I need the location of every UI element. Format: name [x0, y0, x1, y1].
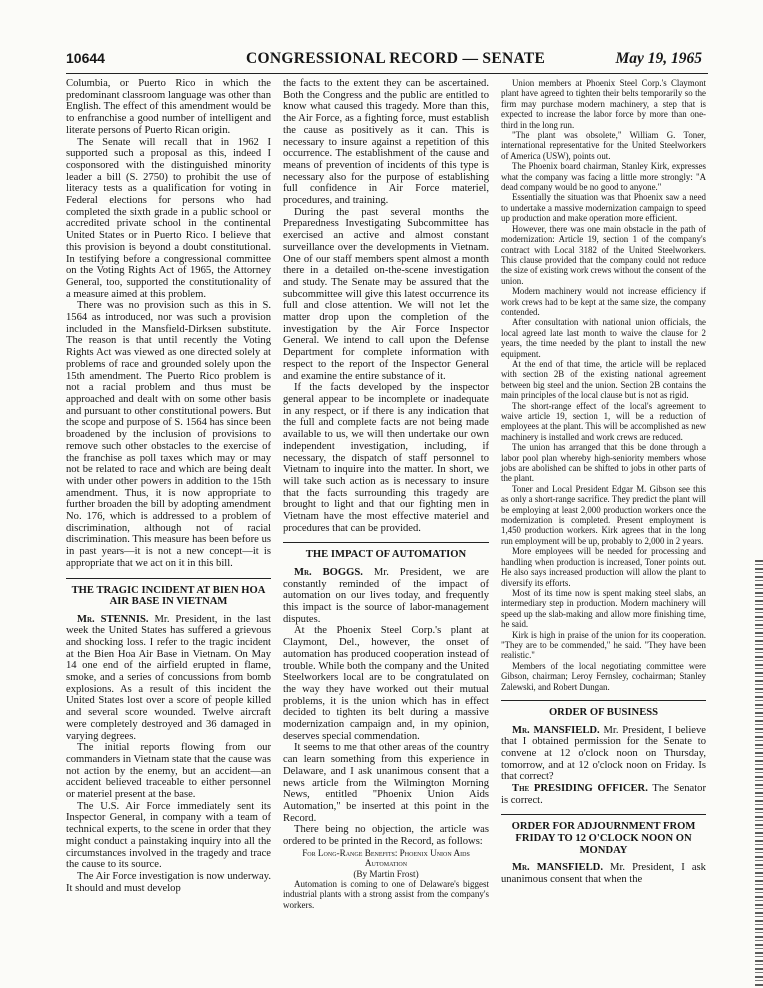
paragraph: Modern machinery would not increase efficiency if work crews had to be kept at the same size, the company contended. [501, 286, 706, 317]
column-1 [66, 78, 271, 894]
paragraph: If the facts developed by the inspector general appear to be incomplete or inadequate in any respect, or if there is any indication that the full and complete facts are not being made available to us, we will then undertake our own independent investigation, including, if necessary, the dispatch of staff personnel to Vietnam to inquire into the matter. In short, we will take such action as is necessary to insure that the facts surrounding this tragedy are brought to light and that our fighting men in Vietnam have the most effective materiel and procedures that can be provided. [283, 382, 489, 534]
paragraph: At the Phoenix Steel Corp.'s plant at Claymont, Del., however, the onset of automation has produced cooperation instead of trouble. While both the company and the United Steelworkers local are to be congratulated on the way they have worked out their mutual problems, it is the union which has in effect decided to tighten its belt during a massive modernization campaign and, in my opinion, deserves special commendation. [283, 625, 489, 742]
paragraph: Toner and Local President Edgar M. Gibson see this as only a short-range sacrifice. They predict the plant will be employing at least 2,000 production workers once the modernization is completed. Present employment is 1,450 production workers. Kirk agrees that in the long run employment will be up, probably to 2,000 in 2 years. [501, 483, 706, 546]
paragraph: The initial reports flowing from our commanders in Vietnam state that the cause was not action by the enemy, but an accident—an accident believed traceable to either personnel or materiel present at the base. [66, 742, 271, 801]
page-number: 10644 [66, 50, 105, 66]
paragraph: The Senate will recall that in 1962 I supported such a proposal as this, indeed I cosponsored with the distinguished minority leader a bill (S. 2750) to prohibit the use of literacy tests as a qualification for voting in Federal elections for persons who had completed the sixth grade in a public school or accredited private school in the continental United States or in Puerto Rico. I believe that this provision is beyond a doubt constitutional. In testifying before a congressional committee on the Voting Rights Act of 1965, the Attorney General, too, supported the constitutionality of a measure aimed at this problem. [66, 136, 271, 300]
paragraph: The Phoenix board chairman, Stanley Kirk, expresses what the company was facing a little more strongly: "A dead company would be no good to anyone." [501, 161, 706, 193]
column-3 [501, 78, 706, 886]
paragraph: Essentially the situation was that Phoenix saw a need to undertake a massive modernization campaign to speed up production and make operation more efficient. [501, 192, 706, 224]
article-byline: (By Martin Frost) [353, 868, 419, 879]
section-heading: THE IMPACT OF AUTOMATION [305, 549, 467, 561]
paragraph [66, 614, 271, 743]
speaker-name: Mr. BOGGS. [294, 566, 363, 578]
section-heading: ORDER FOR ADJOURNMENT FROM FRIDAY TO 12 O'CLOCK NOON ON MONDAY [511, 821, 696, 856]
paragraph: It seems to me that other areas of the country can learn something from this experience in Delaware, and I ask unanimous consent that a news article from the Wilmington Morning News, entitled "Phoenix Union Aids Automation," be inserted at this point in the Record. [283, 742, 489, 824]
paragraph [501, 783, 706, 806]
paragraph: the facts to the extent they can be ascertained. Both the Congress and the public are entitled to know what caused this tragedy. More than this, the Air Force, as a fighting force, must establish the cause as positively as it can. This is necessary to insure against a repetition of this occurrence. The establishment of the cause and means of prevention of incidents of this type is necessary also for the purpose of establishing full confidence in Air Force materiel, procedures, and training. [283, 78, 489, 207]
paragraph-text: The Senator is correct. [501, 783, 706, 806]
section-heading: ORDER OF BUSINESS [548, 706, 659, 718]
paragraph [501, 862, 706, 885]
paragraph [501, 725, 706, 784]
speaker-name: The PRESIDING OFFICER. [512, 783, 648, 795]
paragraph: Columbia, or Puerto Rico in which the predominant classroom language was other than English. The effect of this amendment would be to enfranchise a good number of intelligent and literate persons of Puerto Rican origin. [66, 78, 271, 136]
paragraph: More employees will be needed for processing and handling when production is increased, Toner points out. He also says increased production will allow the plant to diversify its efforts. [501, 546, 706, 588]
paragraph: Union members at Phoenix Steel Corp.'s Claymont plant have agreed to tighten their belts temporarily so the firm may purchase modern machinery, a step that is expected to increase the labor force by more than one-third in the long run. [501, 78, 706, 130]
paragraph: At the end of that time, the article will be replaced with section 2B of the existing national agreement between big steel and the union. Section 2B contains the main principles of the local clause but is not as rigid. [501, 358, 706, 401]
article-subtitle: For Long-Range Benefits: Phoenix Union Aids Automation [302, 847, 470, 869]
section-rule [501, 700, 706, 701]
speaker-name: Mr. MANSFIELD. [512, 724, 600, 736]
header-rule [66, 73, 708, 74]
column-2 [283, 78, 489, 910]
paragraph: During the past several months the Preparedness Investigating Subcommittee has exercised an active and almost constant surveillance over the developments in Vietnam. One of our staff members spent almost a month there in a detailed on-the-scene investigation and study. The Senate may be assured that the subcommittee will give this latest occurrence its full and close attention. We will not let the matter drop upon the completion of the investigation by the Air Force Inspector General. We intend to call upon the Defense Department for complete information with respect to the report of the Inspector General and examine the entire substance of it. [283, 206, 489, 382]
section-rule [283, 542, 489, 543]
paragraph: After consultation with national union officials, the local agreed late last month to waive the clause for 2 years, the time needed by the plant to install the new equipment. [501, 317, 706, 359]
paragraph: There being no objection, the article was ordered to be printed in the Record, as follows: [283, 824, 489, 848]
paragraph: However, there was one main obstacle in the path of modernization: Article 19, section 1 of the company's contract with Local 3182 of the United Steelworkers. This clause provided that the company could not reduce the size of existing work crews without the consent of the union. [501, 223, 706, 286]
paragraph-text: Mr. President, we are constantly reminded of the impact of automation on our lives today, and frequently this impact is the source of labor-management disputes. [283, 566, 489, 625]
record-title: CONGRESSIONAL RECORD — SENATE [246, 50, 546, 67]
paragraph: The U.S. Air Force immediately sent its Inspector General, in company with a team of technical experts, to the scene in order that they might conduct a painstaking inquiry into all the circumstances involved in the tragedy and trace the cause to its source. [66, 800, 271, 871]
binding-edge [755, 560, 763, 988]
paragraph: The Air Force investigation is now underway. It should and must develop [66, 871, 271, 894]
page-header [66, 50, 702, 70]
paragraph: Most of its time now is spent making steel slabs, an intermediary step in production. Modern machinery will speed up the slab-making and allow more finishing time, he said. [501, 587, 706, 630]
section-rule [501, 814, 706, 815]
paragraph: Members of the local negotiating committee were Gibson, chairman; Leroy Fernsley, cochairman; Stanley Zalewski, and Robert Dungan. [501, 660, 706, 692]
paragraph-text: Mr. President, I ask unanimous consent that when the [501, 862, 706, 885]
paragraph: Automation is coming to one of Delaware's biggest industrial plants with a strong assist from the company's workers. [283, 879, 489, 910]
speaker-name: Mr. STENNIS. [77, 613, 149, 625]
record-date: May 19, 1965 [615, 50, 702, 67]
paragraph-text: Mr. President, I believe that I obtained permission for the Senate to convene at 12 o'clock noon on Thursday, tomorrow, and at 12 o'clock noon on Friday. Is that correct? [501, 724, 706, 783]
paragraph-text: Mr. President, in the last week the United States has suffered a grievous and shocking loss. I refer to the tragic incident at the Bien Hoa Air Base in Vietnam. On May 14 one end of the airfield erupted in flame, smoke, and a series of concussions from bomb explosions. As a result of this incident the United States lost over a score of people killed and several score wounded. Twelve aircraft were completely destroyed and 36 damaged in varying degrees. [66, 613, 271, 742]
paragraph: There was no provision such as this in S. 1564 as introduced, nor was such a provision included in the Mansfield-Dirksen substitute. The reason is that until recently the Voting Rights Act was viewed as one directed solely at problems of race and grounded solely upon the 15th amendment. The Puerto Rico problem is not a racial problem and thus must be approached and dealt with on some other basis and pursuant to other constitutional powers. But the scope and purpose of S. 1564 has since been broadened by the inclusion of provisions to remove such other obstacles to the exercise of the franchise as poll taxes which may or may not be related to race and which are being dealt with under other powers in addition to the 15th amendment. Thus, it is now appropriate to further broaden the bill by adopting amendment No. 176, which is addressed to a problem of discrimination, although not of racial discrimination. This measure has been before us in past years—it is not a new concept—it is appropriate that we act on it in this bill. [66, 300, 271, 569]
paragraph: Kirk is high in praise of the union for its cooperation. "They are to be commended," he said. "They have been realistic." [501, 629, 706, 661]
paragraph [283, 567, 489, 626]
section-rule [66, 578, 271, 579]
section-heading: THE TRAGIC INCIDENT AT BIEN HOA AIR BASE IN VIETNAM [71, 584, 266, 608]
speaker-name: Mr. MANSFIELD. [512, 862, 603, 874]
paragraph: "The plant was obsolete," William G. Toner, international representative for the United Steelworkers of America (USW), points out. [501, 130, 706, 161]
paragraph: The short-range effect of the local's agreement to waive article 19, section 1, will be a reduction of employees at the plant. This will be accomplished as new machinery is installed and work crews are reduced. [501, 400, 706, 442]
paragraph: The union has arranged that this be done through a labor pool plan whereby high-seniority members whose jobs are abolished can be shifted to jobs in other parts of the plant. [501, 442, 706, 484]
